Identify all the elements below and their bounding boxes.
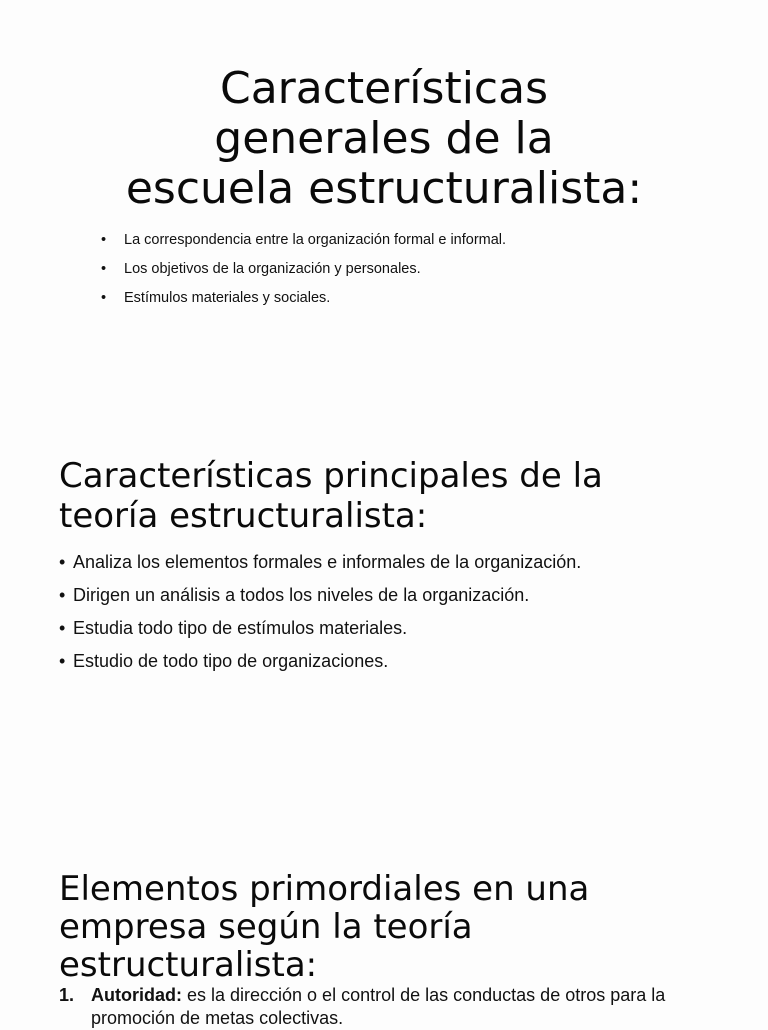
bullet-icon: •: [101, 261, 107, 277]
slide-2-title: [59, 456, 603, 536]
item-term: Autoridad:: [91, 985, 182, 1005]
title-line: Características: [219, 63, 549, 114]
bullet-icon: •: [59, 585, 66, 605]
list-item: • La correspondencia entre la organización formal e informal.: [101, 229, 506, 258]
title-line: empresa según la teoría: [59, 907, 473, 947]
title-line: escuela estructuralista:: [125, 163, 643, 214]
slide-3-numbered-list: [59, 984, 709, 1030]
bullet-icon: •: [59, 552, 66, 572]
list-item: • Dirigen un análisis a todos los niveles de la organización.: [59, 583, 581, 616]
list-item: [59, 984, 709, 1030]
item-text: es la dirección o el control de las conductas de otros para la promoción de metas colectivas.: [91, 985, 666, 1028]
item-number: 1.: [59, 985, 75, 1005]
slide-1-bullet-list: [101, 229, 506, 316]
title-line: generales de la: [214, 113, 554, 164]
title-line: estructuralista:: [59, 945, 318, 985]
slide-2-bullet-list: [59, 550, 581, 682]
bullet-icon: •: [59, 651, 66, 671]
list-item: • Analiza los elementos formales e informales de la organización.: [59, 550, 581, 583]
list-item: • Estudia todo tipo de estímulos materiales.: [59, 616, 581, 649]
list-item: • Estímulos materiales y sociales.: [101, 287, 506, 316]
list-item: • Los objetivos de la organización y personales.: [101, 258, 506, 287]
title-line: Elementos primordiales en una: [59, 869, 590, 909]
bullet-icon: •: [101, 290, 107, 306]
item-content: [91, 984, 709, 1030]
list-item: • Estudio de todo tipo de organizaciones.: [59, 649, 581, 682]
bullet-icon: •: [101, 232, 107, 248]
bullet-icon: •: [59, 618, 66, 638]
title-line: Características principales de la: [59, 456, 603, 496]
slide-3-title: [59, 870, 589, 984]
slide-1-title: [0, 64, 768, 214]
title-line: teoría estructuralista:: [59, 496, 428, 536]
